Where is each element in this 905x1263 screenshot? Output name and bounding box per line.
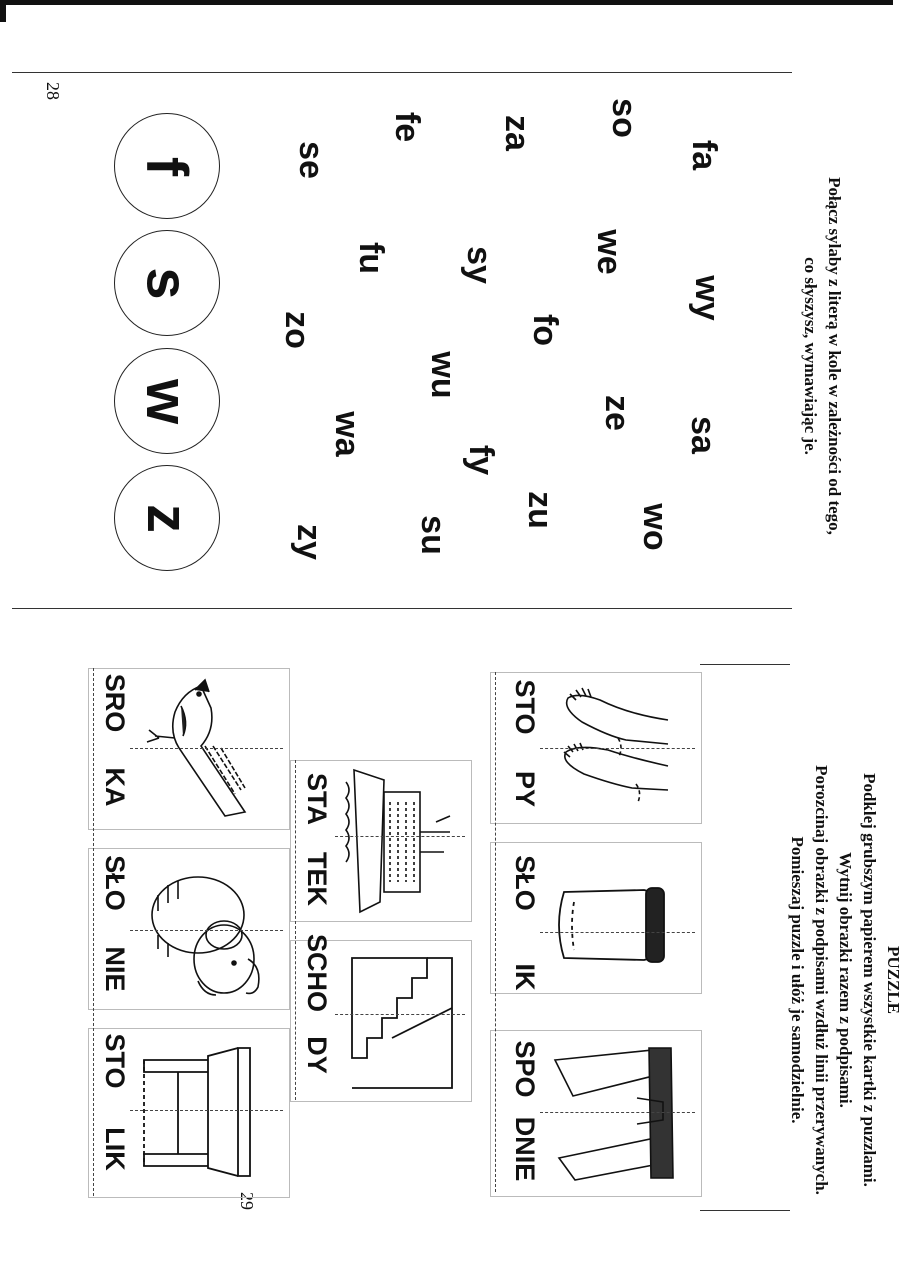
instruction-line-2: co słyszysz, wymawiając je. xyxy=(801,257,820,455)
card-label-right: DY xyxy=(302,1036,332,1074)
syllable: wu xyxy=(424,351,462,399)
jar-icon xyxy=(548,870,678,980)
syllable: wy xyxy=(688,275,726,321)
top-border xyxy=(0,0,893,5)
table-icon xyxy=(138,1038,258,1186)
left-top-rule xyxy=(12,72,792,73)
stairs-icon xyxy=(352,948,462,1093)
puzzle-instruction-1: Podklej grubszym papierem wszystkie kartki z puzzlami. xyxy=(860,773,879,1187)
card-label-left: SPO xyxy=(510,1040,540,1098)
syllable: fy xyxy=(462,444,500,476)
puzzle-title: PUZZLE xyxy=(884,945,903,1015)
magpie-icon xyxy=(135,676,275,824)
cut-line xyxy=(93,668,94,1196)
syllable: so xyxy=(605,98,643,138)
puzzle-instruction-4: Pomieszaj puzzle i ułóż je samodzielnie. xyxy=(788,836,807,1124)
syllable: fo xyxy=(526,313,564,347)
syllable: zy xyxy=(290,524,328,560)
syllable: wa xyxy=(328,411,366,457)
letter-w: w xyxy=(134,378,200,424)
cut-line xyxy=(130,1110,283,1111)
cut-line xyxy=(495,672,496,1192)
card-label-right: LIK xyxy=(100,1127,130,1171)
cut-line xyxy=(540,932,695,933)
card-label-left: STO xyxy=(100,1033,130,1089)
card-label-right: IK xyxy=(510,963,540,991)
syllable: sa xyxy=(684,416,722,454)
syllable: fu xyxy=(352,241,390,275)
card-label-left: STA xyxy=(302,773,332,825)
ship-icon xyxy=(340,762,465,917)
trousers-icon xyxy=(545,1038,680,1188)
page-number-29: 29 xyxy=(237,1192,257,1210)
puzzle-top-rule xyxy=(700,664,790,665)
letter-z: z xyxy=(134,503,200,533)
cut-line xyxy=(130,748,283,749)
card-label-right: KA xyxy=(100,767,130,807)
left-bottom-rule xyxy=(12,608,792,609)
card-label-left: SŁO xyxy=(510,855,540,911)
cut-line xyxy=(130,930,283,931)
card-label-right: PY xyxy=(510,770,540,808)
syllable: se xyxy=(292,141,330,179)
cut-line xyxy=(540,748,695,749)
letter-circle-f xyxy=(114,113,220,219)
exercise-instruction xyxy=(794,96,846,616)
syllable: fa xyxy=(685,139,723,171)
letter-circle-w xyxy=(114,348,220,454)
syllable: za xyxy=(498,115,536,151)
page-number-28: 28 xyxy=(43,82,63,100)
syllable: we xyxy=(590,229,628,275)
syllable: wo xyxy=(636,503,674,551)
syllable: ze xyxy=(598,395,636,431)
card-label-right: TEK xyxy=(302,852,332,906)
puzzle-instructions xyxy=(775,720,905,1240)
elephant-icon xyxy=(138,855,278,1003)
corner-mark xyxy=(0,0,6,22)
instruction-line-1: Połącz sylaby z literą w kole w zależności od tego, xyxy=(825,177,844,535)
puzzle-instruction-2: Wytnij obrazki razem z podpisami. xyxy=(836,852,855,1108)
cut-line xyxy=(540,1112,695,1113)
syllable: fe xyxy=(388,111,426,143)
letter-circle-s xyxy=(114,230,220,336)
card-label-left: SRO xyxy=(100,673,130,733)
syllable: zo xyxy=(278,311,316,349)
syllable: su xyxy=(414,515,452,555)
puzzle-instruction-3: Porozcinaj obrazki z podpisami wzdłuż linii przerywanych. xyxy=(812,765,831,1195)
cut-line xyxy=(335,836,465,837)
card-label-right: NIE xyxy=(100,946,130,992)
card-label-left: SCHO xyxy=(302,933,332,1012)
letter-circle-z xyxy=(114,465,220,571)
cut-line xyxy=(335,1014,465,1015)
letter-s: s xyxy=(134,266,200,300)
syllable: sy xyxy=(460,246,498,284)
letter-f: f xyxy=(134,156,200,176)
card-label-left: SŁO xyxy=(100,855,130,911)
cut-line xyxy=(295,760,296,1100)
card-label-right: DNIE xyxy=(510,1116,540,1182)
card-label-left: STO xyxy=(510,679,540,735)
syllable: zu xyxy=(521,491,559,529)
